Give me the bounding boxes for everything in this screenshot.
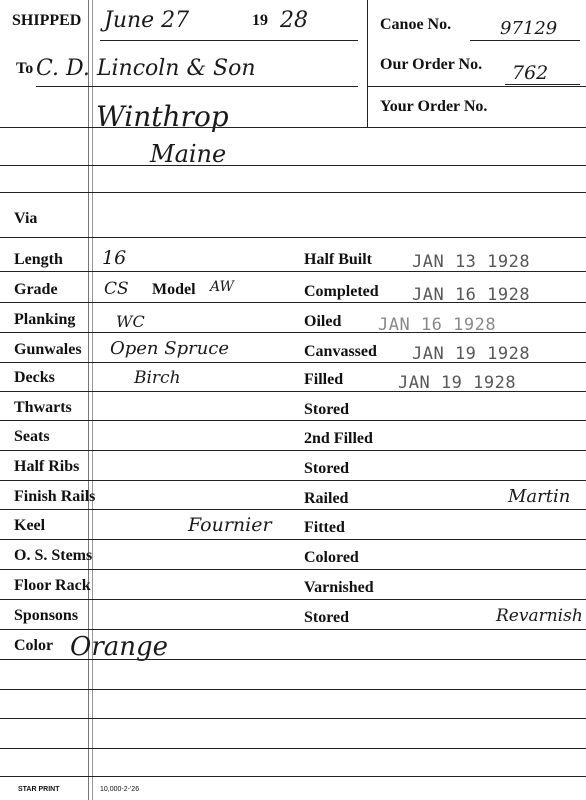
field-railed-label: Railed	[304, 490, 349, 507]
field-half-built-label: Half Built	[304, 251, 373, 268]
field-color-value: Orange	[70, 632, 169, 662]
field-stored-2-label: Stored	[304, 460, 350, 477]
model-label: Model	[152, 281, 196, 298]
row-rule-2	[0, 302, 586, 303]
via-line	[0, 237, 586, 238]
row-rule-15	[0, 689, 586, 690]
filled-date-stamp: JAN 19 1928	[398, 373, 517, 393]
row-rule-1	[0, 271, 586, 272]
stored-3-value: Revarnish	[496, 606, 583, 626]
header-mid-rule	[367, 86, 586, 87]
field-gunwales-value: Open Spruce	[110, 338, 230, 359]
field-stored-1-label: Stored	[304, 401, 350, 418]
field-thwarts-label: Thwarts	[14, 399, 72, 416]
shipped-line	[100, 40, 358, 41]
field-keel-label: Keel	[14, 517, 46, 534]
address-city: Winthrop	[96, 100, 229, 133]
field-decks-label: Decks	[14, 369, 55, 386]
to-name: C. D. Lincoln & Son	[36, 56, 256, 81]
oiled-date-stamp: JAN 16 1928	[378, 315, 497, 335]
to-line	[36, 86, 358, 87]
half-built-date-stamp: JAN 13 1928	[412, 252, 531, 272]
field-completed-label: Completed	[304, 283, 379, 300]
field-seats-label: Seats	[14, 428, 50, 445]
field-stored-3-label: Stored	[304, 609, 350, 626]
railed-value: Martin	[508, 486, 571, 507]
field-planking-value: WC	[116, 312, 145, 331]
our-order-label: Our Order No.	[380, 56, 483, 73]
left-margin-rule	[88, 0, 89, 800]
address-line-3	[0, 192, 586, 193]
shipped-date: June 27	[104, 8, 190, 33]
year-suffix: 28	[280, 8, 308, 33]
model-value: AW	[210, 279, 234, 295]
year-prefix: 19	[252, 12, 268, 29]
row-rule-6	[0, 420, 586, 421]
field-half-ribs-label: Half Ribs	[14, 458, 80, 475]
field-keel-value: Fournier	[188, 514, 272, 536]
row-rule-8	[0, 480, 586, 481]
row-rule-14	[0, 659, 586, 660]
field-sponsons-label: Sponsons	[14, 607, 79, 624]
field-finish-rails-label: Finish Rails	[14, 488, 96, 505]
field-decks-value: Birch	[134, 368, 181, 388]
row-rule-9	[0, 509, 586, 510]
field-oiled-label: Oiled	[304, 313, 342, 330]
field-grade-label: Grade	[14, 281, 58, 298]
row-rule-7	[0, 450, 586, 451]
canvassed-date-stamp: JAN 19 1928	[412, 344, 531, 364]
our-order-value: 762	[512, 62, 549, 84]
field-color-label: Color	[14, 637, 54, 654]
row-rule-16	[0, 718, 586, 719]
address-line-1	[0, 127, 586, 128]
your-order-label: Your Order No.	[380, 98, 488, 115]
row-rule-10	[0, 539, 586, 540]
field-2nd-filled-label: 2nd Filled	[304, 430, 373, 447]
address-line-2	[0, 165, 586, 166]
printer-imprint: STAR PRINT	[18, 786, 60, 793]
completed-date-stamp: JAN 16 1928	[412, 285, 531, 305]
field-gunwales-label: Gunwales	[14, 341, 82, 358]
center-divider	[367, 0, 368, 127]
canoe-no-value: 97129	[500, 18, 558, 39]
field-floor-rack-label: Floor Rack	[14, 577, 91, 594]
row-rule-12	[0, 599, 586, 600]
field-length-value: 16	[102, 247, 127, 269]
field-filled-label: Filled	[304, 371, 344, 388]
address-state: Maine	[150, 140, 227, 168]
row-rule-18	[0, 776, 586, 777]
row-rule-17	[0, 748, 586, 749]
print-run: 10,000-2-'26	[100, 786, 140, 793]
left-margin-rule-2	[92, 0, 93, 800]
field-length-label: Length	[14, 251, 63, 268]
canoe-no-line	[470, 40, 580, 41]
field-colored-label: Colored	[304, 549, 359, 566]
field-fitted-label: Fitted	[304, 519, 345, 536]
field-canvassed-label: Canvassed	[304, 343, 377, 360]
field-varnished-label: Varnished	[304, 579, 374, 596]
row-rule-4	[0, 362, 586, 363]
to-label: To	[16, 60, 34, 77]
via-label: Via	[14, 210, 38, 227]
canoe-no-label: Canoe No.	[380, 16, 452, 33]
shipped-label: SHIPPED	[12, 12, 82, 29]
field-planking-label: Planking	[14, 311, 76, 328]
field-os-stems-label: O. S. Stems	[14, 547, 93, 564]
row-rule-11	[0, 569, 586, 570]
field-grade-value: CS	[104, 279, 129, 299]
row-rule-13	[0, 629, 586, 630]
row-rule-5	[0, 391, 586, 392]
our-order-line	[505, 84, 580, 85]
row-rule-3	[0, 332, 586, 333]
